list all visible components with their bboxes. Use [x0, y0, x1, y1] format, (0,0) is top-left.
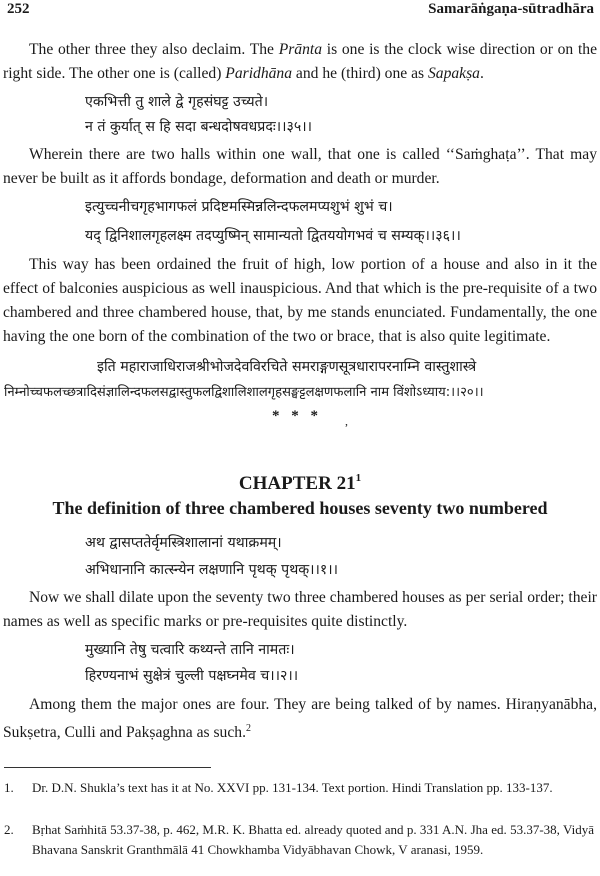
footnote-text: Bṛhat Saṁhitā 53.37-38, p. 462, M.R. K. Bhatta ed. already quoted and p. 331 A.N. Jha ed. 53.37-38, Vidyā Bhavana Sanskrit Granthmālā 41 Chowkhamba Vidyābhavan Chowk, V aranasi, 1959. — [32, 822, 594, 857]
paragraph-4: Now we shall dilate upon the seventy two three chambered houses as per serial order; their names as well as specific marks or pre-requisites quite distinctly. — [3, 589, 597, 630]
page-number: 252 — [7, 1, 30, 17]
verse-36-line-2: यद् द्विनिशालगृहलक्ष्म तदप्युष्मिन् सामान्यतो द्वितययोगभवं च सम्यक्।।३६।। — [85, 228, 461, 244]
paragraph-5: Among them the major ones are four. They are being talked of by names. Hiraṇyanābha, Sukṣetra, Culli and Pakṣaghna as such.$^2$ — [3, 696, 597, 741]
verse-2-line-2: हिरण्यनाभं सुक्षेत्रं चुल्ली पक्षघ्नमेव च।।२।। — [85, 668, 299, 684]
running-header-title: Samarāṅgaṇa-sūtradhāra — [428, 1, 594, 17]
footnote-text: Dr. D.N. Shukla’s text has it at No. XXVI pp. 131-134. Text portion. Hindi Translation pp. 133-137. — [32, 780, 553, 795]
verse-35-line-2: न तं कुर्यात् स हि सदा बन्धदोषवधप्रदः।।३५।। — [85, 119, 313, 135]
paragraph-2: Wherein there are two halls within one wall, that one is called ‘‘Saṁghaṭa’’. That may never be built as it affords bondage, deformation and death or murder. — [3, 146, 597, 187]
footnote-1 — [4, 778, 594, 798]
verse-1-line-2: अभिधानानि कात्स्न्येन लक्षणानि पृथक् पृथक्।।१।। — [85, 562, 339, 578]
chapter-footnote-ref: 1 — [355, 472, 362, 484]
colophon-line-2: निम्नोच्चफलच्छत्रादिसंज्ञालिन्दफलसद्वास्तुफलद्विशालिशालगृहसङ्घट्टलक्षणफलानि नाम विंशोऽध्याय:।।२०।। — [4, 385, 484, 400]
verse-35-line-1: एकभित्ती तु शाले द्वे गृहसंघट्ट उच्यते। — [85, 94, 269, 110]
footnote-ref-2: 2 — [245, 723, 251, 734]
footnote-separator — [4, 767, 211, 768]
verse-36-line-1: इत्युच्चनीचगृहभागफलं प्रदिष्टमस्मिन्नलिन्दफलमप्यशुभं शुभं च। — [85, 199, 393, 215]
paragraph-1: The other three they also declaim. The Prānta is one is the clock wise direction or on the right side. The other one is (called) Paridhāna and he (third) one as Sapakṣa. — [3, 41, 598, 82]
verse-1-line-1: अथ द्वासप्ततेर्वृमस्त्रिशालानां यथाक्रमम्। — [85, 535, 282, 551]
verse-2-line-1: मुख्यानि तेषु चत्वारि कथ्यन्ते तानि नामतः। — [85, 642, 295, 658]
chapter-subtitle: The definition of three chambered houses seventy two numbered — [52, 498, 548, 518]
chapter-title: CHAPTER $21^1$ — [238, 472, 362, 494]
paragraph-3: This way has been ordained the fruit of high, low portion of a house and also in it the effect of balconies auspicious as well inauspicious. And that which is the pre-requisite of a two chambered and three chambered house, that, by me stands enunciated. Fundamentally, the one having the one born of the combination of the two or brace, that is also quite legitimate. — [3, 256, 597, 345]
footnote-number: 2. — [4, 822, 14, 837]
section-divider-stars: * * * — [272, 408, 322, 424]
footnote-2 — [4, 820, 594, 860]
footnote-number: 1. — [4, 780, 14, 795]
stray-mark: , — [345, 414, 348, 428]
colophon-line-1: इति महाराजाधिराजश्रीभोजदेवविरचिते समराङ्गणसूत्रधारापरनाम्नि वास्तुशास्त्रे — [97, 359, 477, 375]
